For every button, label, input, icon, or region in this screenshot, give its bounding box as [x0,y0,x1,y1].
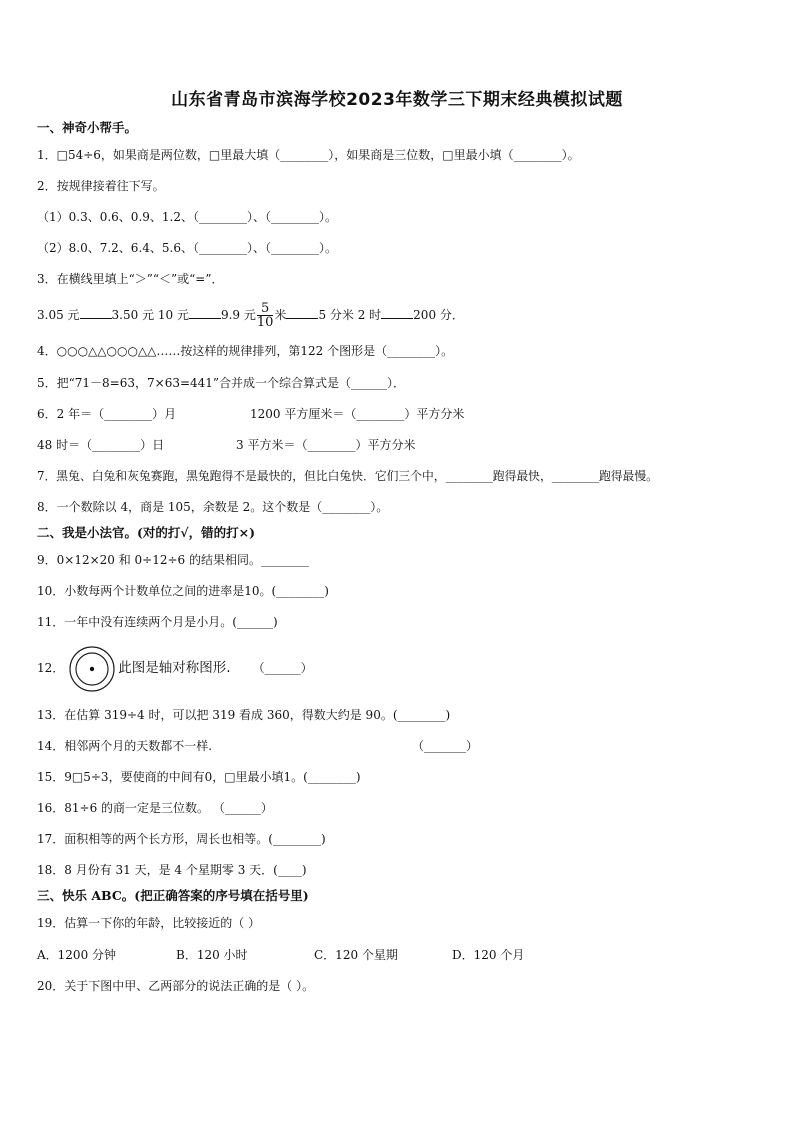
question-7: 7．黑兔、白兔和灰兔赛跑，黑兔跑得不是最快的，但比白兔快．它们三个中，________跑得最快，________跑得最慢。 [37,469,658,483]
question-1: 1．□54÷6，如果商是两位数，□里最大填（________），如果商是三位数，□里最小填（________）。 [37,148,580,162]
compare-item-1: 3.05 元 [37,308,80,322]
question-6-c: 48 时＝（________）日 [37,438,165,452]
question-4: 4．○○○△△○○○△△……按这样的规律排列，第122 个图形是（________）。 [37,344,454,358]
question-11: 11．一年中没有连续两个月是小月。(______) [37,615,278,629]
question-6-b: 1200 平方厘米＝（________）平方分米 [250,407,465,421]
question-3: 3．在横线里填上“＞”“＜”或“=”． [37,272,224,286]
compare-blank-2[interactable] [189,306,221,319]
question-3-comparisons [37,300,464,330]
compare-item-2: 3.50 元 10 元 [111,308,189,322]
question-2-part-2: （2）8.0、7.2、6.4、5.6、（________）、（________）。 [37,241,337,255]
compare-item-4: 米 [274,308,287,322]
question-5: 5．把“71－8=63，7×63=441”合并成一个综合算式是（______）． [37,376,406,390]
fraction-numerator: 5 [257,302,274,316]
question-17: 17．面积相等的两个长方形，周长也相等。(________) [37,832,326,846]
question-8: 8．一个数除以 4，商是 105，余数是 2。这个数是（________）。 [37,500,389,514]
question-20: 20．关于下图中甲、乙两部分的说法正确的是（ ）。 [37,979,315,993]
compare-blank-3[interactable] [286,306,318,319]
question-13: 13．在估算 319÷4 时，可以把 319 看成 360，得数大约是 90。(________) [37,708,451,722]
question-14: 14．相邻两个月的天数都不一样. [37,739,213,753]
question-12-text: 此图是轴对称图形. [118,660,231,676]
option-a: A．1200 分钟 [37,948,117,962]
question-2-part-1: （1）0.3、0.6、0.9、1.2、（________）、（________）。 [37,210,337,224]
option-c: C．120 个星期 [314,948,398,962]
question-14-answer-blank: （_______） [412,739,479,753]
question-10: 10．小数每两个计数单位之间的进率是10。(________) [37,584,329,598]
compare-item-3: 9.9 元 [220,308,256,322]
concentric-circles-figure [68,645,116,693]
compare-blank-1[interactable] [80,306,112,319]
option-b: B．120 小时 [176,948,248,962]
section-heading-2: 二、我是小法官。(对的打√，错的打×) [37,525,256,540]
question-9: 9．0×12×20 和 0÷12÷6 的结果相同。________ [37,553,310,567]
compare-item-5: 5 分米 2 时 [318,308,382,322]
fraction-denominator: 10 [256,315,274,330]
question-18: 18．8 月份有 31 天，是 4 个星期零 3 天．(____) [37,863,307,877]
page-title: 山东省青岛市滨海学校2023年数学三下期末经典模拟试题 [171,90,623,110]
question-6-a: 6．2 年＝（________）月 [37,407,177,421]
question-6-d: 3 平方米＝（________）平方分米 [236,438,416,452]
section-heading-3: 三、快乐 ABC。(把正确答案的序号填在括号里) [37,888,309,903]
compare-item-6: 200 分． [413,308,464,322]
question-19: 19．估算一下你的年龄，比较接近的（ ） [37,916,261,930]
question-2: 2．按规律接着往下写。 [37,179,165,193]
option-d: D．120 个月 [452,948,525,962]
section-heading-1: 一、神奇小帮手。 [37,120,138,135]
question-15: 15．9□5÷3，要使商的中间有0，□里最小填1。(________) [37,770,361,784]
question-12-number: 12． [37,661,65,675]
question-16: 16．81÷6 的商一定是三位数。 （______） [37,801,273,815]
question-12-answer-blank: （______） [252,661,313,675]
question-12 [37,644,313,693]
fraction [257,302,274,329]
compare-blank-4[interactable] [381,306,413,319]
